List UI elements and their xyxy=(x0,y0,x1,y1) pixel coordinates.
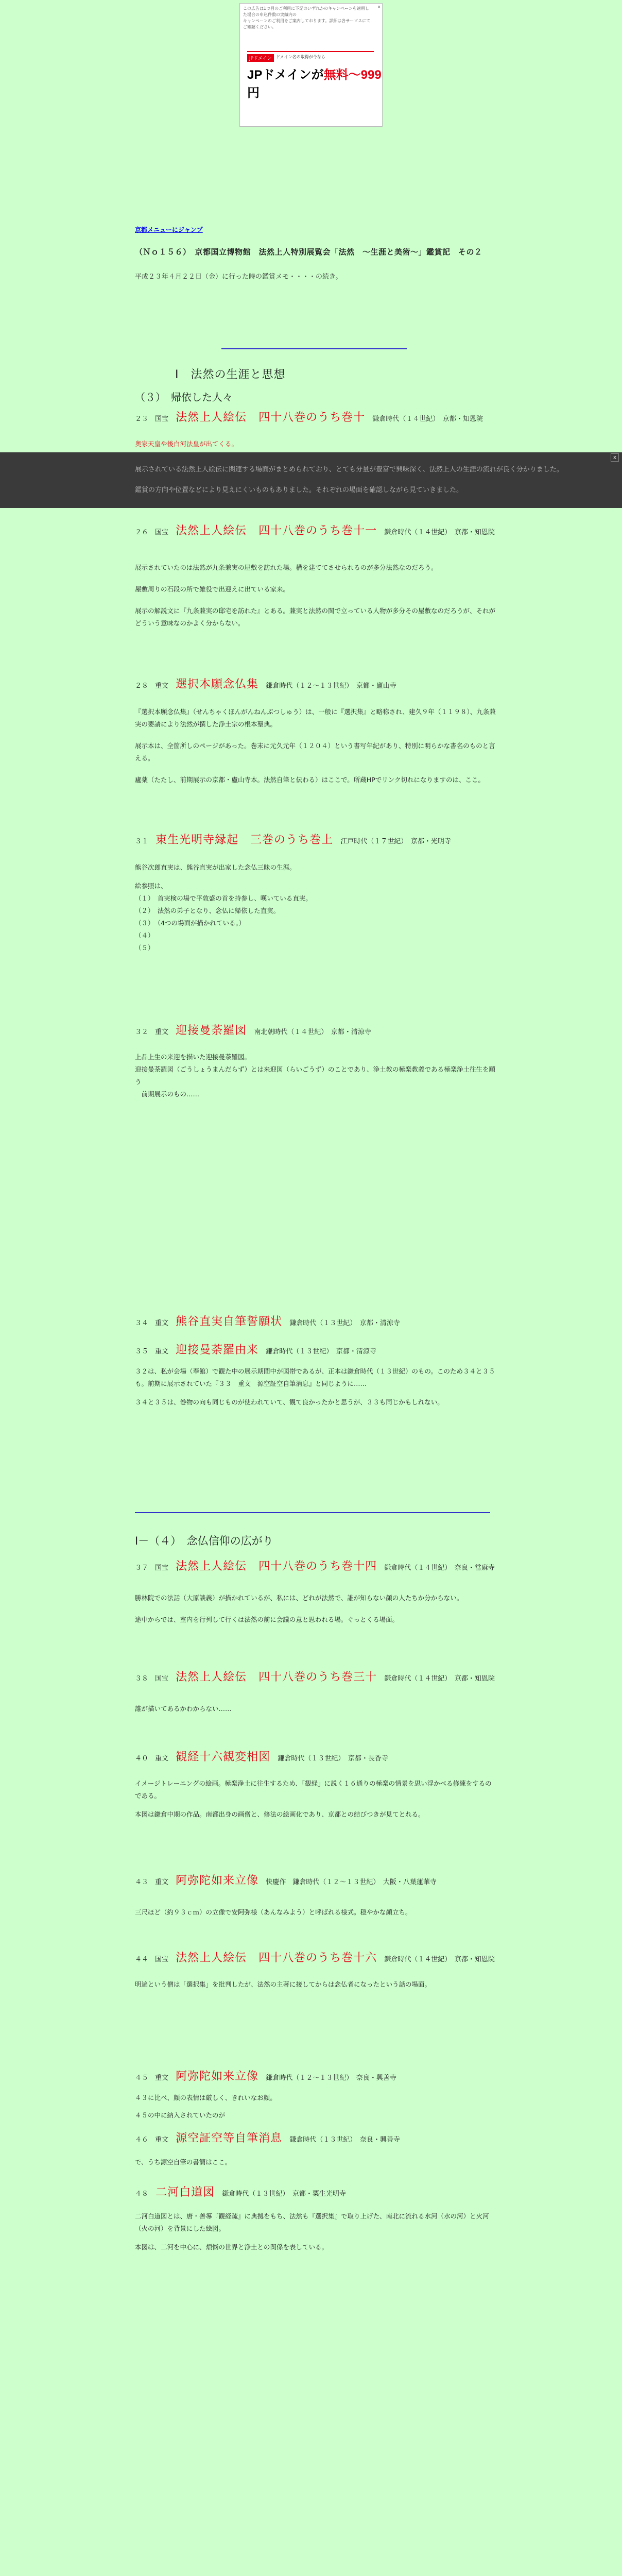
exhibit-heading xyxy=(135,412,516,425)
divider xyxy=(221,348,407,349)
exhibit-meta: 江戸時代（１７世紀） 京都・光明寺 xyxy=(340,838,451,845)
exhibit-text xyxy=(135,1365,498,1409)
exhibit-paragraph: 展示の解説文に『九条兼実の邸宅を訪れた』とある。兼実と法然の関で立っている人物が多分その屋敷なのだろうが、それがどういう意味なのかよく分からない。 xyxy=(135,607,496,627)
exhibit-number: ４８ xyxy=(135,2190,149,2198)
exhibit-paragraph: 前期展示のもの…… xyxy=(135,1090,200,1098)
exhibit-list-item: （１） 首実検の場で平敦盛の首を持参し、嘆いている直実。 xyxy=(135,894,312,902)
exhibit-number: ２３ 国宝 xyxy=(135,415,169,423)
divider xyxy=(135,1512,490,1513)
overlay-text: 鑑賞の方向や位置などにより見えにくいものもありました。それぞれの場面を確認しながら見ていきました。 xyxy=(135,486,463,494)
page-title: （Ｎｏ１５６） 京都国立博物館 法然上人特別展覧会「法然 ～生涯と美術～」鑑賞記 その２ xyxy=(135,247,482,257)
exhibit-paragraph: で、うち源空自筆の書簡はここ。 xyxy=(135,2158,232,2166)
exhibit-paragraph: ３２は、私が会場（奉館）で観た中の展示期間中が図帯であるが、正本は鎌倉時代（１３世紀）のもの。このため３４と３５も。前期に展示されていた『３３ 重文 源空証空自筆消息』と同じように…… xyxy=(135,1367,495,1387)
exhibit-list-item: （２） 法然の弟子となり、念仏に帰依した直実。 xyxy=(135,907,280,914)
exhibit-meta: 快慶作 鎌倉時代（１２～１３世紀） 大阪・八葉蓮華寺 xyxy=(266,1878,437,1886)
exhibit-paragraph: 奥家天皇や後白河法皇が出てくる。 xyxy=(135,440,238,448)
exhibit-text xyxy=(135,1777,498,1821)
ad-disclaimer xyxy=(243,6,372,30)
chapter-title: Ⅰ 法然の生涯と思想 xyxy=(175,368,286,381)
exhibit-number: ３１ xyxy=(135,838,149,845)
exhibit-list-item: （３） （4つの場面が描かれている。） xyxy=(135,919,246,927)
exhibit-heading xyxy=(135,1345,516,1358)
exhibit-list-item: （５） xyxy=(135,944,158,952)
exhibit-text xyxy=(135,1978,498,1991)
exhibit-name: 二河白道図 xyxy=(156,2186,215,2199)
exhibit-text xyxy=(135,562,498,630)
exhibit-text xyxy=(135,1592,498,1626)
ad-tag: JPドメイン xyxy=(247,54,274,62)
exhibit-paragraph: 展示本は、全箇所しのページがあった。巻末に元久元年（１２０４）という書写年紀があり、特別に明らかな書名のものと言える。 xyxy=(135,742,495,762)
exhibit-number: ３４ 重文 xyxy=(135,1319,169,1327)
ad-headline xyxy=(247,64,382,100)
exhibit-number: ２８ 重文 xyxy=(135,682,169,690)
exhibit-meta: 鎌倉時代（１３世紀） 京都・清涼寺 xyxy=(266,1348,376,1355)
exhibit-meta: 鎌倉時代（１４世紀） 京都・知恩院 xyxy=(372,415,483,423)
exhibit-paragraph: ４５の中に納入されていたのが xyxy=(135,2111,226,2119)
exhibit-number: ３７ 国宝 xyxy=(135,1564,169,1572)
exhibit-text xyxy=(135,861,498,954)
ad-divider xyxy=(247,51,374,52)
exhibit-paragraph: 明遍という僧は「選択集」を批判したが、法然の主著に接してからは念仏者になったという話の場面。 xyxy=(135,1980,431,1988)
exhibit-name: 東生光明寺縁起 三巻のうち巻上 xyxy=(156,834,334,846)
exhibit-name: 阿弥陀如来立像 xyxy=(176,1874,259,1887)
exhibit-text xyxy=(135,2092,498,2122)
ad-headline-prefix: JPドメイン xyxy=(247,68,312,82)
exhibit-name: 迎接曼荼羅図 xyxy=(176,1024,247,1037)
exhibit-meta: 鎌倉時代（１４世紀） 京都・知恩院 xyxy=(384,529,495,536)
exhibit-heading xyxy=(135,1672,516,1685)
exhibit-text xyxy=(135,2156,498,2168)
exhibit-paragraph: 展示されていたのは法然が九条兼実の屋敷を訪れた場。構を建ててさせられるのが多分法然なのだろう。 xyxy=(135,564,438,571)
exhibit-meta: 鎌倉時代（１４世紀） 奈良・當麻寺 xyxy=(384,1564,495,1572)
exhibit-name: 法然上人絵伝 四十八巻のうち巻十四 xyxy=(176,1560,377,1573)
exhibit-heading xyxy=(135,526,516,538)
exhibit-text xyxy=(135,2210,498,2253)
ad-disclaimer-line: キャンペーンのご利用をご案内しております。詳細は各サービスにて xyxy=(243,19,371,23)
exhibit-name: 源空証空等自筆消息 xyxy=(176,2132,283,2145)
exhibit-paragraph: 屋敷周りの石段の所で雑役で出迎えに出ている家来。 xyxy=(135,585,290,593)
exhibit-heading xyxy=(135,1752,516,1765)
exhibit-number: ４５ 重文 xyxy=(135,2074,169,2082)
chapter-title: Ⅰ－（４） 念仏信仰の広がり xyxy=(135,1535,273,1547)
exhibit-name: 熊谷直実自筆誓願状 xyxy=(176,1315,283,1328)
ad-close-icon[interactable]: x xyxy=(377,5,381,10)
exhibit-meta: 鎌倉時代（１３世紀） 京都・清涼寺 xyxy=(289,1319,400,1327)
dark-overlay-bar xyxy=(0,452,622,508)
exhibit-heading xyxy=(135,2071,516,2084)
exhibit-name: 阿弥陀如来立像 xyxy=(176,2070,259,2083)
exhibit-paragraph: イメージトレーニングの絵画。極楽浄土に往生するため、「観経」に説く１６通りの極楽の情景を思い浮かべる修練をするのである。 xyxy=(135,1780,492,1800)
exhibit-heading xyxy=(135,1316,516,1329)
ad-small-text: ドメイン名の取得が今なら xyxy=(276,55,325,59)
exhibit-meta: 南北朝時代（１４世紀） 京都・清涼寺 xyxy=(254,1028,371,1036)
exhibit-paragraph: 誰が描いてあるかわからない…… xyxy=(135,1705,232,1713)
exhibit-name: 法然上人絵伝 四十八巻のうち巻十六 xyxy=(176,1952,377,1964)
exhibit-paragraph: 二河白道図とは、唐・善導『観経疏』に典拠をもち、法然も『選択集』で取り上げた、南北に流れる水河（水の河）と火河（火の河）を背景にした絵図。 xyxy=(135,2212,489,2232)
exhibit-meta: 鎌倉時代（１２～１３世紀） 京都・廬山寺 xyxy=(266,682,396,690)
exhibit-paragraph: 本図は鎌倉中期の作品。南都出身の画僧と、修法の絵画化であり、京都との結びつきが見てとれる。 xyxy=(135,1810,425,1818)
exhibit-paragraph: ３４と３５は、巻物の向も同じものが使われていて、観て良かったかと思うが、３３も同じかもしれない。 xyxy=(135,1398,444,1406)
ad-headline-mid: が xyxy=(311,68,324,82)
exhibit-heading xyxy=(135,2133,516,2146)
section-title: （３） 帰依した人々 xyxy=(135,391,233,403)
exhibit-number: ４６ 重文 xyxy=(135,2136,169,2144)
exhibit-paragraph: 三尺ほど（約９３ｃｍ）の立像で安阿弥様（あんなみよう）と呼ばれる様式。穏やかな顔立ち。 xyxy=(135,1908,412,1916)
exhibit-number: ４４ 国宝 xyxy=(135,1956,169,1963)
exhibit-number: ２６ 国宝 xyxy=(135,529,169,536)
ad-banner[interactable] xyxy=(239,3,383,127)
overlay-close-icon[interactable]: x xyxy=(611,453,619,462)
kyoto-menu-link[interactable]: 京都メニューにジャンプ xyxy=(135,226,203,233)
exhibit-heading xyxy=(135,835,516,848)
exhibit-paragraph: 上品上生の来迎を描いた迎接曼荼羅図。 xyxy=(135,1053,251,1061)
ad-disclaimer-line: この広告は1つ目のご利用に下記のいずれかのキャンペーンを適用した場合の申込件数の実績内の xyxy=(243,6,369,17)
exhibit-number: ３２ 重文 xyxy=(135,1028,169,1036)
exhibit-number: ３５ 重文 xyxy=(135,1348,169,1355)
exhibit-heading xyxy=(135,1875,516,1888)
exhibit-paragraph: ４３に比べ、顔の表情は厳しく、きれいなお顔。 xyxy=(135,2094,277,2102)
exhibit-heading xyxy=(135,679,516,692)
exhibit-list-item: （４） xyxy=(135,931,170,939)
exhibit-text xyxy=(135,1703,498,1715)
exhibit-number: ３８ 国宝 xyxy=(135,1675,169,1683)
exhibit-paragraph: 熊谷次郎直実は、熊谷直実が出家した念仏三昧の生涯。 xyxy=(135,863,296,871)
exhibit-heading xyxy=(135,2187,516,2200)
exhibit-meta: 鎌倉時代（１３世紀） 奈良・興善寺 xyxy=(289,2136,400,2144)
exhibit-paragraph: 本図は、二河を中心に、煩悩の世界と浄土との関係を表している。 xyxy=(135,2243,329,2251)
exhibit-meta: 鎌倉時代（１２～１３世紀） 奈良・興善寺 xyxy=(266,2074,396,2082)
exhibit-name: 選択本願念仏集 xyxy=(176,678,259,691)
exhibit-meta: 鎌倉時代（１３世紀） 京都・長香寺 xyxy=(278,1755,388,1762)
exhibit-name: 法然上人絵伝 四十八巻のうち巻十 xyxy=(176,411,366,424)
exhibit-text xyxy=(135,1906,498,1919)
exhibit-paragraph: 迎接曼荼羅図（ごうしょうまんだらず）とは来迎図（らいごうず）のことであり、浄土教の極楽教義である極楽浄土往生を願う xyxy=(135,1065,496,1086)
exhibit-paragraph: 途中からでは、室内を行列して行くは法然の前に会議の意と思われる場。ぐっとくる場面。 xyxy=(135,1616,399,1623)
exhibit-name: 迎接曼荼羅由来 xyxy=(176,1344,259,1357)
exhibit-name: 観経十六観変相図 xyxy=(176,1751,271,1764)
exhibit-heading xyxy=(135,1025,516,1038)
ad-disclaimer-line: ご確認ください。 xyxy=(243,25,276,29)
exhibit-number: ４３ 重文 xyxy=(135,1878,169,1886)
exhibit-text xyxy=(135,438,498,450)
exhibit-meta: 鎌倉時代（１４世紀） 京都・知恩院 xyxy=(384,1956,495,1963)
exhibit-name: 法然上人絵伝 四十八巻のうち巻三十 xyxy=(176,1671,377,1684)
exhibit-paragraph: 『選択本願念仏集』（せんちゃくほんがんねんぶつしゅう）は、一般に『選択集』と略称され、建久９年（１１９８）、九条兼実の要請により法然が撰した浄土宗の根本聖典。 xyxy=(135,708,496,728)
exhibit-heading xyxy=(135,1561,516,1574)
exhibit-heading xyxy=(135,1953,516,1965)
exhibit-text xyxy=(135,706,498,786)
exhibit-meta: 鎌倉時代（１４世紀） 京都・知恩院 xyxy=(384,1675,495,1683)
exhibit-paragraph: 廬薬（たたし、前期展示の京都・盧山寺本。法然自筆と伝わる）はここで。所蔵HPでリンク切れになりますのは、ここ。 xyxy=(135,776,485,784)
exhibit-number: ４０ 重文 xyxy=(135,1755,169,1762)
exhibit-text xyxy=(135,1051,498,1100)
ad-headline-suffix: 円 xyxy=(247,86,260,100)
visit-date-line: 平成２３年４月２２日（金）に行った時の鑑賞メモ・・・・の続き。 xyxy=(135,273,342,281)
exhibit-meta: 鎌倉時代（１３世紀） 京都・粟生光明寺 xyxy=(222,2190,346,2198)
exhibit-name: 法然上人絵伝 四十八巻のうち巻十一 xyxy=(176,524,377,537)
ad-headline-price: 無料～999 xyxy=(323,68,382,82)
overlay-text: 展示されている法然上人絵伝に関連する場面がまとめられており、とても分量が豊富で興味深く、法然上人の生涯の流れが良く分かりました。 xyxy=(135,466,563,473)
exhibit-paragraph: 勝林院での法話（大原談義）が描かれているが、私には、どれが法然で、誰が知らない顔の人たちか分からない。 xyxy=(135,1594,463,1602)
exhibit-paragraph: 絵参照は、 xyxy=(135,882,167,890)
